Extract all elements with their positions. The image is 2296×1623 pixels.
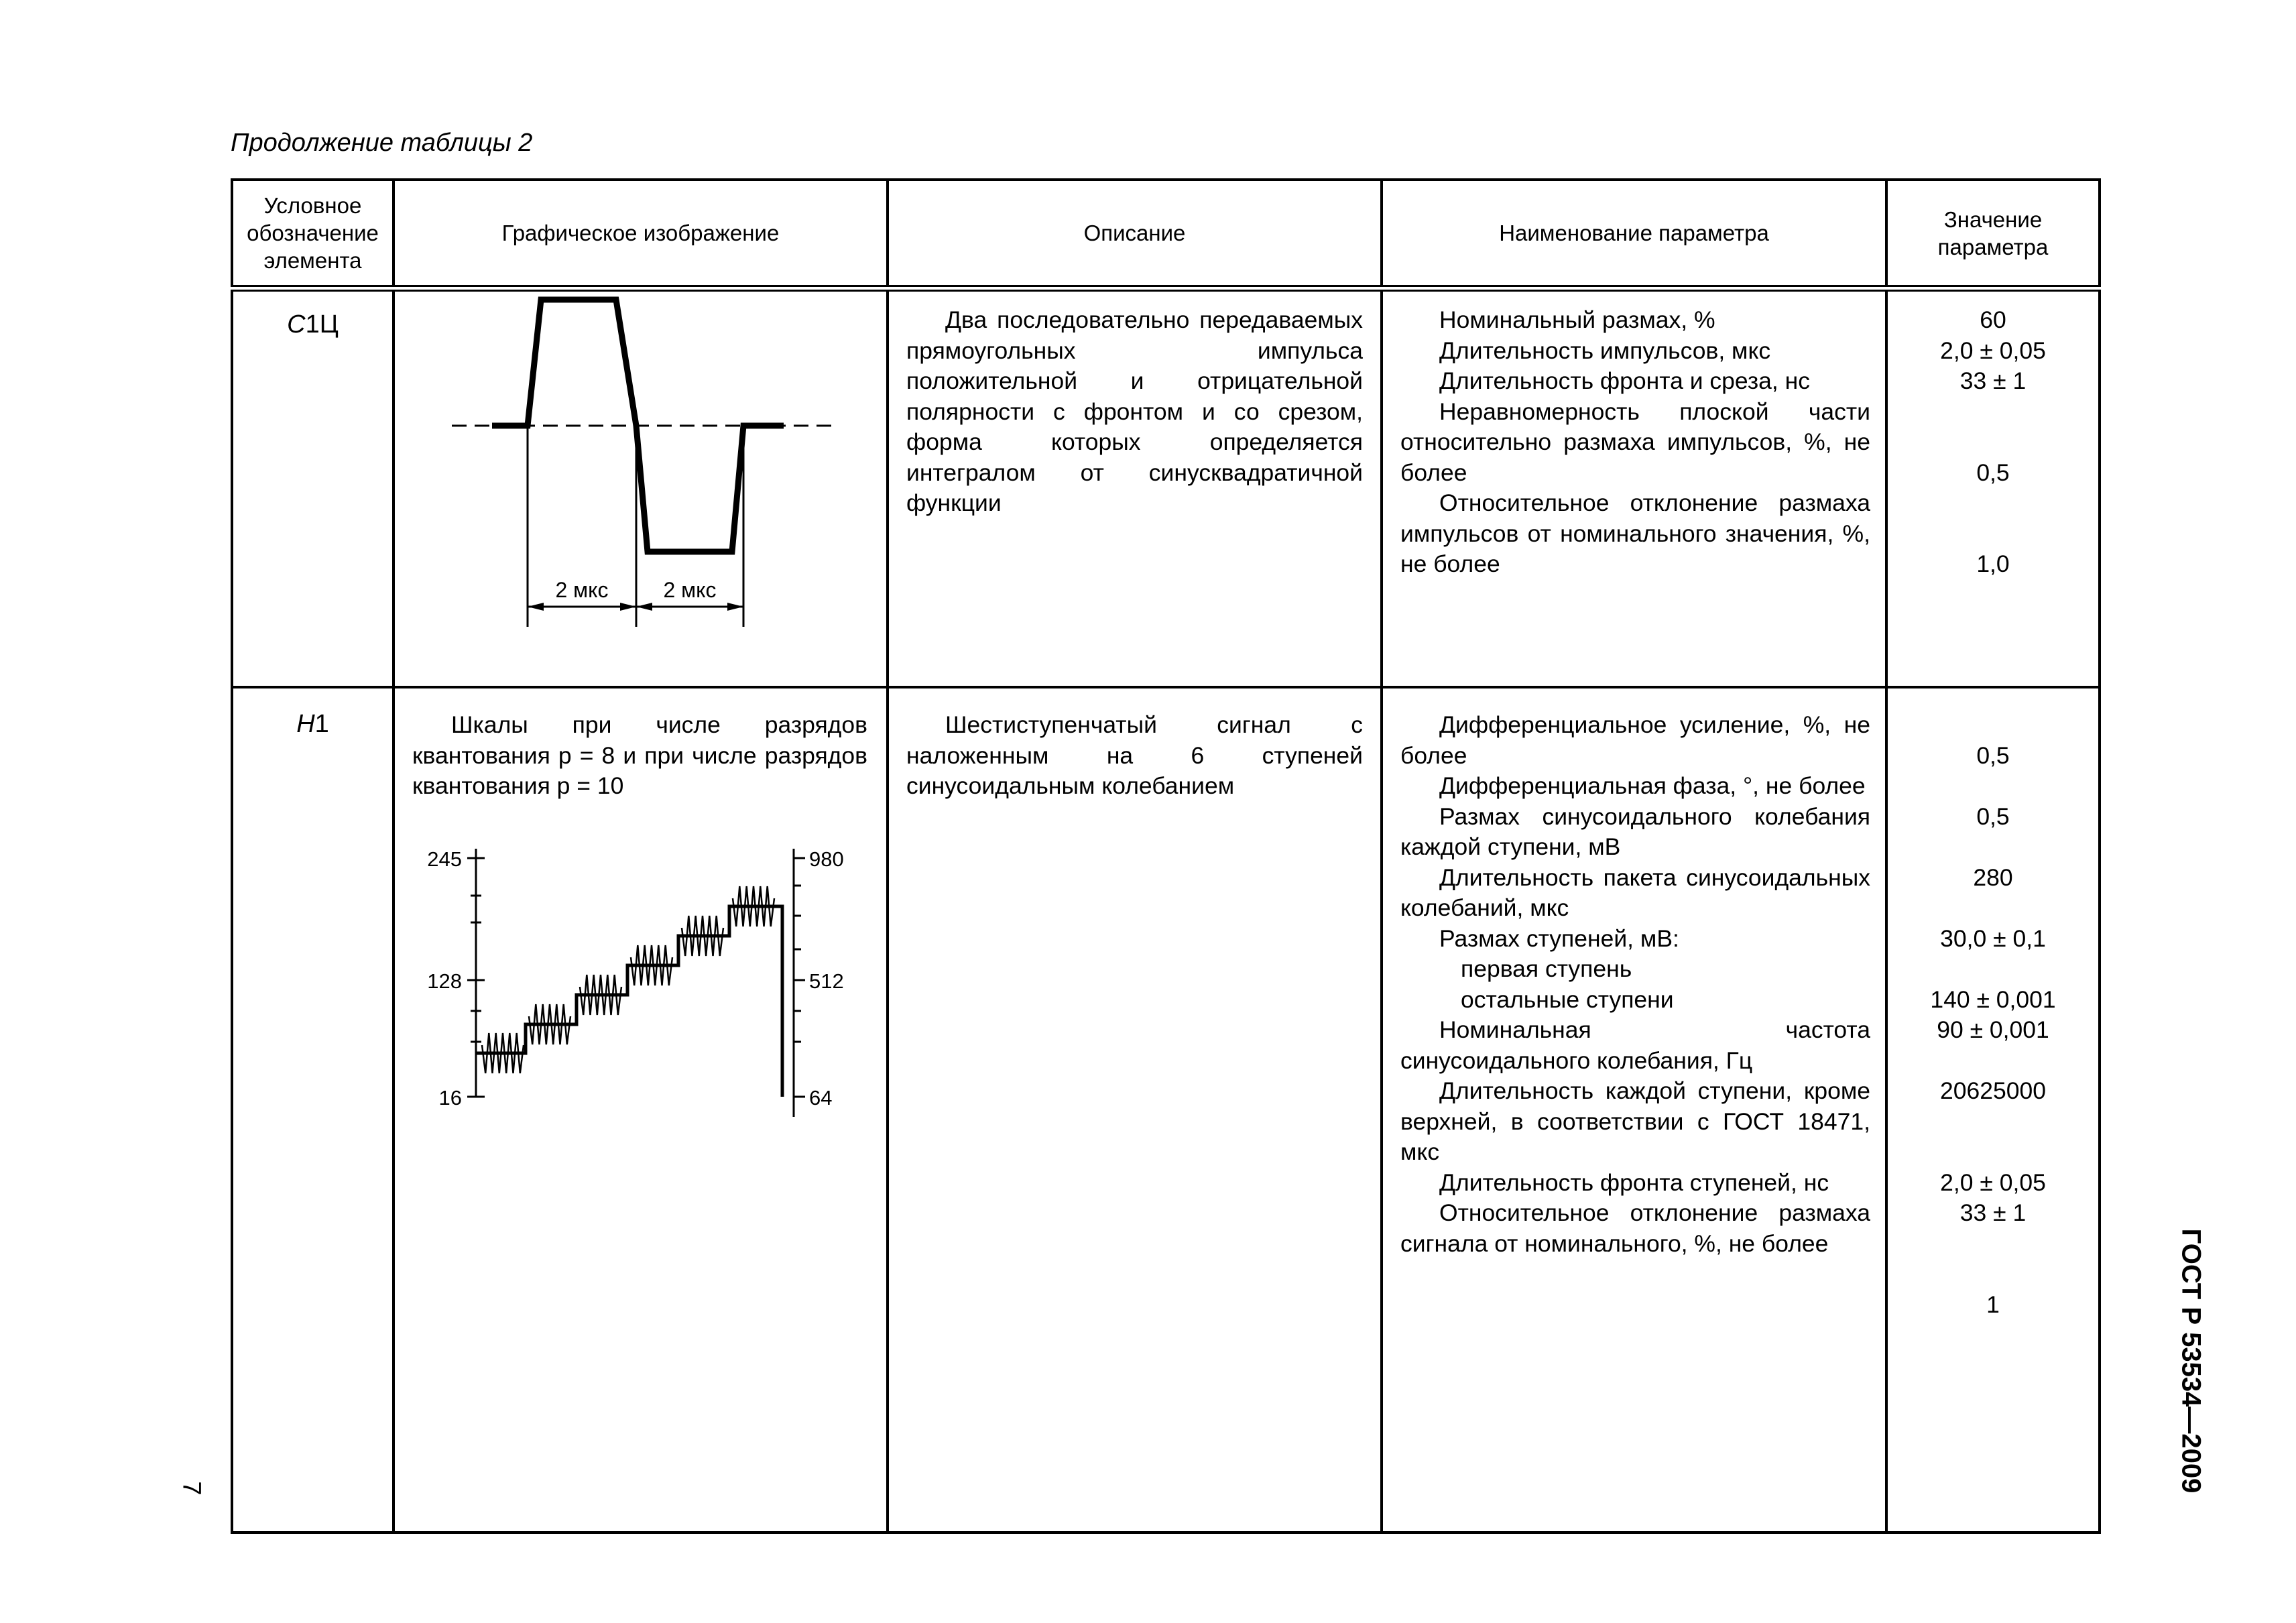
left-tick-label: 128: [427, 969, 462, 993]
duration-label-right: 2 мкс: [663, 578, 717, 602]
staircase-signal-diagram: [395, 829, 889, 1204]
param-value: [1888, 397, 2098, 428]
left-tick-label: 245: [427, 847, 462, 871]
graphic-cell: [394, 687, 888, 1532]
param-name: Номинальная частота синусоидального колебания, Гц: [1400, 1016, 1870, 1074]
param-value: [1888, 710, 2098, 741]
param-value: [1888, 1229, 2098, 1260]
param-name: Размах синусоидального колебания каждой ступени, мВ: [1400, 802, 1870, 860]
param-value: 1,0: [1976, 550, 2010, 577]
header-param-value: Значение параметра: [1886, 180, 2100, 288]
param-value: [1888, 1046, 2098, 1077]
param-name: Длительность пакета синусоидальных колебаний, мкс: [1400, 863, 1870, 921]
param-value: 2,0 ± 0,05: [1940, 337, 2046, 364]
param-name: Длительность каждой ступени, кроме верхней, в соответствии с ГОСТ 18471, мкс: [1400, 1077, 1870, 1165]
param-value: 30,0 ± 0,1: [1940, 924, 2046, 952]
element-code: С1Ц: [232, 288, 394, 687]
parameters-table: [231, 178, 2101, 1534]
graphic-caption: Шкалы при числе разрядов квантования p = 8 и при числе разрядов квантования p = 10: [412, 711, 867, 799]
param-value: [1888, 1107, 2098, 1138]
param-name: Дифференциальная фаза, °, не более: [1439, 772, 1866, 799]
param-names-cell: [1382, 687, 1886, 1532]
header-code: Условное обозначение элемента: [232, 180, 394, 288]
param-value: 60: [1980, 306, 2006, 333]
param-value: 2,0 ± 0,05: [1940, 1168, 2046, 1196]
right-tick-label: 512: [809, 969, 844, 993]
description-cell: [888, 687, 1382, 1532]
table-row: [232, 288, 2100, 687]
right-tick-label: 980: [809, 847, 844, 871]
graphic-cell: [394, 288, 888, 687]
param-name: Размах ступеней, мВ:: [1439, 924, 1679, 952]
param-name: Длительность фронта и среза, нс: [1439, 367, 1810, 394]
duration-label-left: 2 мкс: [555, 578, 609, 602]
document-title-vertical: ГОСТ Р 53534—2009: [2176, 1228, 2206, 1494]
param-value: 0,5: [1976, 741, 2010, 769]
table-row: [232, 687, 2100, 1532]
param-value: 20625000: [1940, 1077, 2046, 1104]
param-name: Номинальный размах, %: [1439, 306, 1715, 333]
param-value: [1888, 954, 2098, 985]
param-value: [1888, 519, 2098, 550]
param-value: 33 ± 1: [1959, 1199, 2027, 1226]
param-value: 0,5: [1976, 459, 2010, 486]
param-value: [1888, 1137, 2098, 1168]
param-name: Неравномерность плоской части относительно размаха импульсов, %, не более: [1400, 398, 1870, 486]
param-value: [1888, 1259, 2098, 1290]
param-name: Относительное отклонение размаха импульсов от номинального значения, %, не более: [1400, 489, 1870, 577]
element-code: Н1: [232, 687, 394, 1532]
header-graphic: Графическое изображение: [394, 180, 888, 288]
page-number: 7: [177, 1481, 206, 1496]
param-names-cell: [1382, 288, 1886, 687]
param-value: 280: [1973, 863, 2013, 891]
table-header-row: [232, 180, 2100, 288]
param-name: Относительное отклонение размаха сигнала от номинального, %, не более: [1400, 1199, 1870, 1257]
header-param-name: Наименование параметра: [1382, 180, 1886, 288]
param-values-cell: [1886, 288, 2100, 687]
param-value: 33 ± 1: [1959, 367, 2027, 394]
param-value: [1888, 427, 2098, 458]
param-value: 90 ± 0,001: [1937, 1016, 2049, 1043]
param-name: первая ступень: [1461, 955, 1632, 982]
description-text: Два последовательно передаваемых прямоугольных импульса положительной и отрицательной полярности с фронтом и со срезом, форма которых определяется интегралом от синусквадратичной функции: [906, 306, 1363, 516]
param-value: [1888, 832, 2098, 863]
param-value: 140 ± 0,001: [1930, 985, 2056, 1013]
param-value: 1: [1986, 1290, 2000, 1318]
right-tick-label: 64: [809, 1085, 833, 1109]
description-cell: [888, 288, 1382, 687]
param-name: Длительность импульсов, мкс: [1439, 337, 1771, 364]
param-name: остальные ступени: [1461, 985, 1674, 1013]
param-value: [1888, 893, 2098, 924]
header-description: Описание: [888, 180, 1382, 288]
description-text: Шестиступенчатый сигнал с наложенным на 6 ступеней синусоидальным колебанием: [906, 711, 1363, 799]
table-caption: Продолжение таблицы 2: [231, 129, 533, 157]
param-value: [1888, 488, 2098, 519]
param-values-cell: [1886, 687, 2100, 1532]
left-tick-label: 16: [438, 1085, 462, 1109]
param-name: Дифференциальное усиление, %, не более: [1400, 711, 1870, 769]
param-value: [1888, 771, 2098, 802]
param-name: Длительность фронта ступеней, нс: [1439, 1168, 1829, 1196]
param-value: 0,5: [1976, 802, 2010, 830]
bipolar-pulse-diagram: [395, 292, 889, 667]
